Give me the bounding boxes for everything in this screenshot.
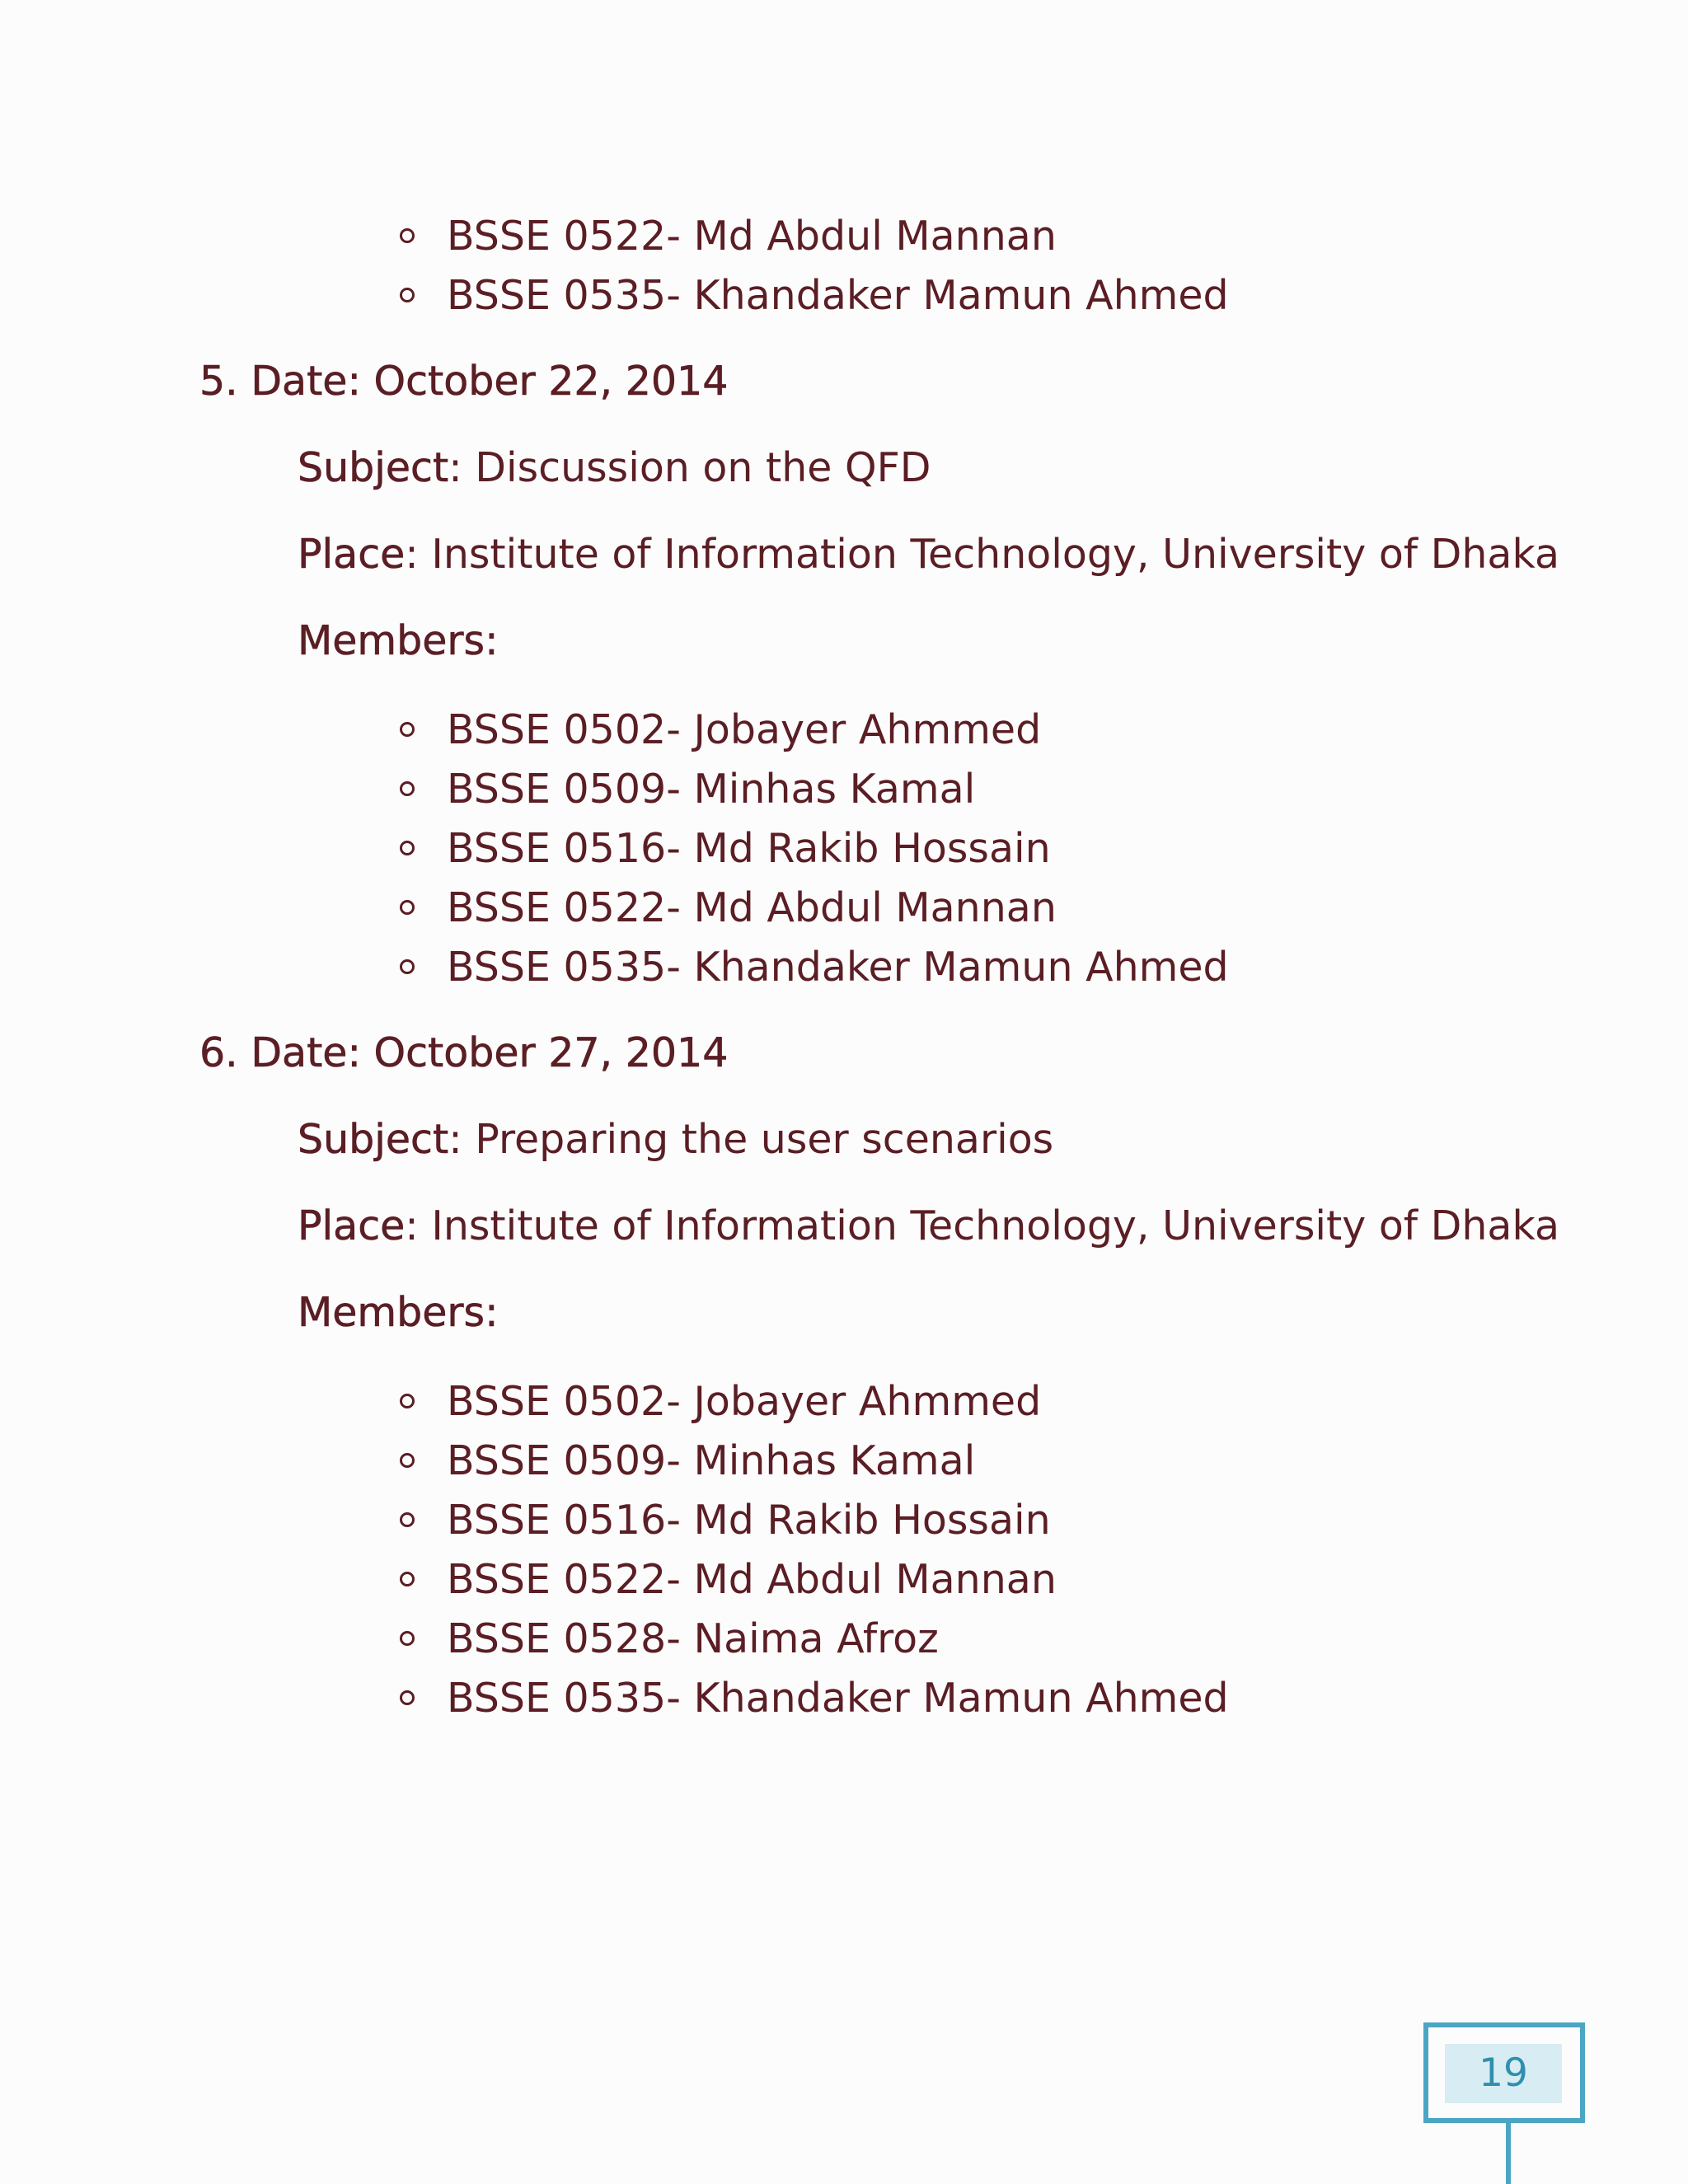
members-label: Members: xyxy=(298,617,499,664)
bullet-icon xyxy=(400,900,415,915)
bullet-icon xyxy=(400,722,415,737)
bullet-icon xyxy=(400,1690,415,1705)
subject-line xyxy=(298,443,931,493)
bullet-icon xyxy=(400,841,415,855)
members-label: Members: xyxy=(298,1289,499,1336)
bullet-icon xyxy=(400,1631,415,1646)
page-number: 19 xyxy=(1445,2044,1562,2103)
member-item: BSSE 0528- Naima Afroz xyxy=(447,1615,939,1662)
bullet-icon xyxy=(400,959,415,974)
member-item: BSSE 0516- Md Rakib Hossain xyxy=(447,1497,1051,1544)
member-item: BSSE 0502- Jobayer Ahmmed xyxy=(447,1378,1042,1425)
place-label: Place xyxy=(298,1202,406,1249)
bullet-icon xyxy=(400,1572,415,1586)
member-item: BSSE 0502- Jobayer Ahmmed xyxy=(447,706,1042,753)
member-item: BSSE 0509- Minhas Kamal xyxy=(447,1437,976,1484)
member-item: BSSE 0535- Khandaker Mamun Ahmed xyxy=(447,1675,1229,1722)
member-item: BSSE 0509- Minhas Kamal xyxy=(447,766,976,813)
bullet-icon xyxy=(400,1512,415,1527)
subject-value: : Discussion on the QFD xyxy=(448,444,931,491)
meeting-heading: 6. Date: October 27, 2014 xyxy=(199,1029,729,1076)
place-label: Place xyxy=(298,531,406,578)
place-line xyxy=(298,530,1559,579)
member-item: BSSE 0535- Khandaker Mamun Ahmed xyxy=(447,944,1229,991)
bullet-icon xyxy=(400,781,415,796)
subject-line xyxy=(298,1115,1053,1165)
place-value: : Institute of Information Technology, University of Dhaka xyxy=(405,1202,1559,1249)
place-value: : Institute of Information Technology, University of Dhaka xyxy=(405,531,1559,578)
subject-value: : Preparing the user scenarios xyxy=(448,1116,1054,1163)
bullet-icon xyxy=(400,1394,415,1408)
bullet-icon xyxy=(400,1453,415,1468)
place-line xyxy=(298,1202,1559,1251)
page-number-stem xyxy=(1506,2123,1511,2184)
bullet-icon xyxy=(400,288,415,302)
meeting-heading: 5. Date: October 22, 2014 xyxy=(199,358,729,405)
member-item: BSSE 0522- Md Abdul Mannan xyxy=(447,884,1057,931)
subject-label: Subject xyxy=(298,1116,449,1163)
subject-label: Subject xyxy=(298,444,449,491)
bullet-icon xyxy=(400,228,415,243)
member-item: BSSE 0516- Md Rakib Hossain xyxy=(447,825,1051,872)
member-item: BSSE 0522- Md Abdul Mannan xyxy=(447,1556,1057,1603)
member-item: BSSE 0535- Khandaker Mamun Ahmed xyxy=(447,272,1229,319)
member-item: BSSE 0522- Md Abdul Mannan xyxy=(447,213,1057,260)
